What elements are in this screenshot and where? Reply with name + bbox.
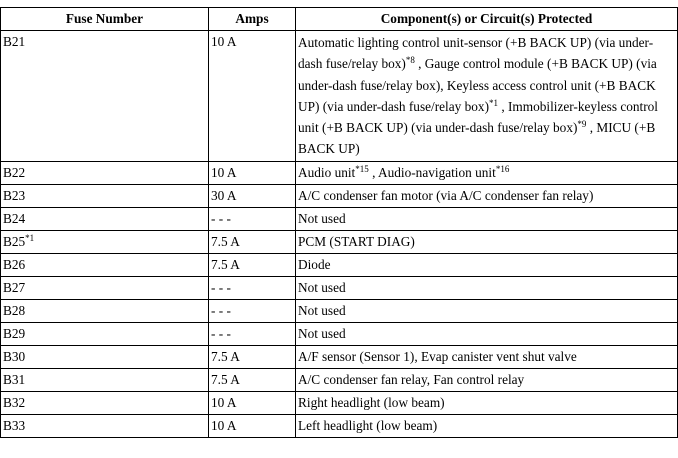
table-row <box>1 391 678 414</box>
amps-cell: 10 A <box>209 31 296 162</box>
table-row <box>1 414 678 437</box>
fuse-number-cell <box>1 276 209 299</box>
fuse-number-cell <box>1 368 209 391</box>
fuse-number-cell <box>1 299 209 322</box>
fuse-number: B32 <box>3 394 26 410</box>
amps-cell: 7.5 A <box>209 230 296 253</box>
amps-header: Amps <box>209 8 296 31</box>
table-row <box>1 161 678 184</box>
component-text: , Immobilizer-keyless control unit (+B BACK UP) (via under-dash fuse/relay box) <box>298 98 658 136</box>
table-row <box>1 345 678 368</box>
component-cell <box>296 299 678 322</box>
component-cell <box>296 414 678 437</box>
fuse-number: B27 <box>3 279 26 295</box>
fuse-footnote-mark: *1 <box>25 232 35 243</box>
fuse-number: B24 <box>3 210 26 226</box>
fuse-number: B23 <box>3 187 26 203</box>
component-text: PCM (START DIAG) <box>298 233 415 249</box>
component-text: , MICU (+B BACK UP) <box>298 120 656 157</box>
component-cell <box>296 276 678 299</box>
fuse-number-cell <box>1 414 209 437</box>
component-text: Not used <box>298 325 346 341</box>
component-cell <box>296 368 678 391</box>
fuse-number-cell <box>1 345 209 368</box>
fuse-number: B25 <box>3 233 26 249</box>
table-row <box>1 230 678 253</box>
component-cell <box>296 207 678 230</box>
component-cell <box>296 31 678 162</box>
component-cell <box>296 253 678 276</box>
amps-cell: 10 A <box>209 414 296 437</box>
fuse-number: B28 <box>3 302 26 318</box>
fuse-number: B26 <box>3 256 26 272</box>
component-text: Diode <box>298 256 331 272</box>
amps-cell: - - - <box>209 322 296 345</box>
table-row <box>1 322 678 345</box>
component-text: Not used <box>298 210 346 226</box>
table-row <box>1 368 678 391</box>
table-row <box>1 184 678 207</box>
fuse-table-body <box>1 31 678 438</box>
component-text: , Audio-navigation unit <box>368 164 496 180</box>
amps-cell: 10 A <box>209 391 296 414</box>
fuse-number: B21 <box>3 34 26 49</box>
fuse-number-cell <box>1 184 209 207</box>
amps-cell: - - - <box>209 276 296 299</box>
component-text: A/F sensor (Sensor 1), Evap canister vent shut valve <box>298 348 577 364</box>
fuse-table <box>0 7 678 438</box>
fuse-number-cell <box>1 161 209 184</box>
table-row <box>1 31 678 162</box>
fuse-number-cell <box>1 230 209 253</box>
component-header: Component(s) or Circuit(s) Protected <box>296 8 678 31</box>
component-text: Automatic lighting control unit-sensor (+B BACK UP) (via under-dash fuse/relay box) <box>298 35 654 72</box>
amps-cell: 30 A <box>209 184 296 207</box>
fuse-number-cell <box>1 391 209 414</box>
component-cell <box>296 161 678 184</box>
amps-cell: 7.5 A <box>209 345 296 368</box>
component-text: Left headlight (low beam) <box>298 417 438 433</box>
fuse-number-header: Fuse Number <box>1 8 209 31</box>
fuse-number: B29 <box>3 325 26 341</box>
amps-cell: 7.5 A <box>209 368 296 391</box>
fuse-number-cell <box>1 253 209 276</box>
footnote-mark: *9 <box>577 119 587 130</box>
fuse-number: B33 <box>3 417 26 433</box>
component-text: Right headlight (low beam) <box>298 394 445 410</box>
component-text: Not used <box>298 279 346 295</box>
fuse-table-container <box>0 7 678 438</box>
fuse-number-cell <box>1 322 209 345</box>
fuse-number: B30 <box>3 348 26 364</box>
footnote-mark: *15 <box>355 163 369 174</box>
component-text: A/C condenser fan relay, Fan control relay <box>298 371 525 387</box>
component-cell <box>296 184 678 207</box>
table-row <box>1 207 678 230</box>
header-row <box>1 8 678 31</box>
amps-cell: 7.5 A <box>209 253 296 276</box>
fuse-number-cell <box>1 207 209 230</box>
component-cell <box>296 345 678 368</box>
component-text: Audio unit <box>298 164 356 180</box>
component-text: Not used <box>298 302 346 318</box>
footnote-mark: *1 <box>489 97 498 108</box>
table-row <box>1 276 678 299</box>
component-text: , Gauge control module (+B BACK UP) (via under-dash fuse/relay box), Keyless access control unit (+B BACK UP) (via under-dash fuse/relay box) <box>298 56 657 114</box>
footnote-mark: *16 <box>495 163 510 174</box>
footnote-mark: *8 <box>405 55 415 66</box>
fuse-number: B22 <box>3 164 26 180</box>
component-text: A/C condenser fan motor (via A/C condenser fan relay) <box>298 187 594 203</box>
component-cell <box>296 391 678 414</box>
table-row <box>1 253 678 276</box>
component-cell <box>296 230 678 253</box>
component-cell <box>296 322 678 345</box>
amps-cell: - - - <box>209 207 296 230</box>
fuse-number-cell <box>1 31 209 162</box>
table-row <box>1 299 678 322</box>
amps-cell: 10 A <box>209 161 296 184</box>
amps-cell: - - - <box>209 299 296 322</box>
fuse-number: B31 <box>3 371 26 387</box>
